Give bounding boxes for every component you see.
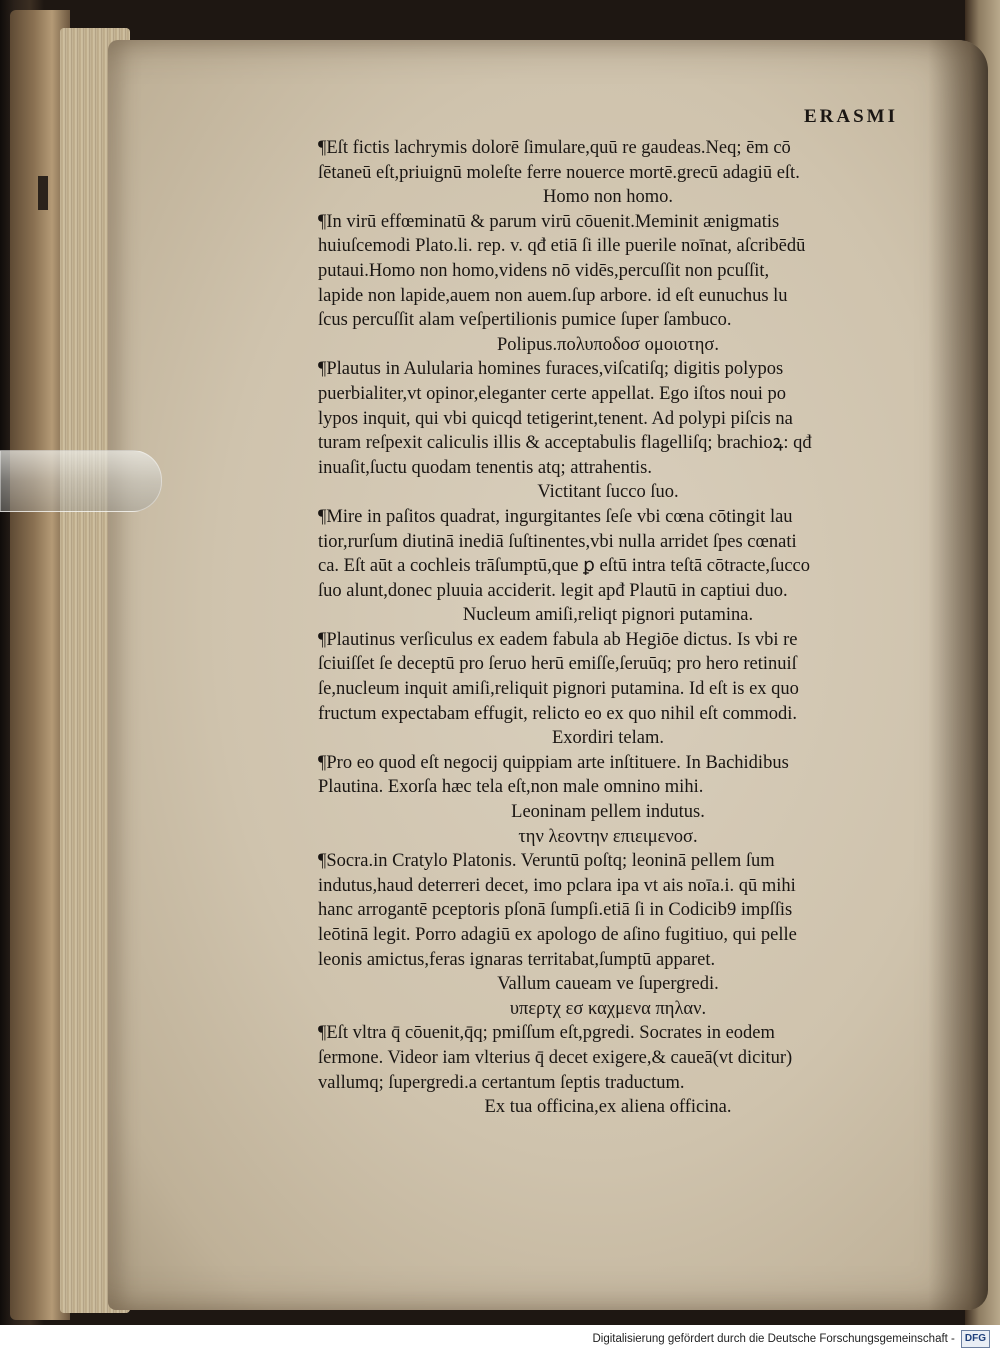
paragraph-first-line: ¶Plautus in Aulularia homines furaces,viſcatiſq; digitis polypos bbox=[318, 359, 784, 380]
paragraph-first-line: ¶Socra.in Cratylo Platonis. Veruntū poſtq; leoninā pellem ſum bbox=[318, 851, 775, 872]
paragraph-first-line: ¶Eſt vltra q̄ cōuenit,q̄q; pmiſſum eſt,pgredi. Socrates in eodem bbox=[318, 1023, 775, 1044]
paragraph-first-line: ¶Pro eo quod eſt negocij quippiam arte inſtituere. In Bachidibus bbox=[318, 752, 789, 773]
text-line: ſciuiſſet ſe deceptū pro ſeruo herū emiſſe,ſeruūq; pro hero retinuiſ bbox=[318, 654, 797, 675]
adage-heading: Leoninam pellem indutus. bbox=[511, 802, 705, 823]
adage-heading: Polipus.πολυποδοσ ομοιοτησ. bbox=[496, 334, 720, 355]
adage-heading: Victitant ſucco ſuo. bbox=[537, 482, 679, 503]
adage-heading: Homo non homo. bbox=[542, 187, 673, 208]
text-line: huiuſcemodi Plato.li. rep. v. qđ etiā ſi ille puerile noīnat, aſcribēdū bbox=[318, 236, 806, 257]
paragraph-first-line: ¶Eſt fictis lachrymis dolorē ſimulare,quū re gaudeas.Neq; ēm cō bbox=[318, 138, 791, 158]
text-line: tior,rurſum diutinā inediā ſuſtinentes,vbi nulla arridet ſpes cœnati bbox=[318, 531, 797, 552]
adage-heading: Nucleum amiſi,reliqt pignori putamina. bbox=[462, 605, 754, 626]
bookmark-tab bbox=[38, 176, 48, 210]
printed-text bbox=[318, 104, 898, 1120]
text-line: turam reſpexit caliculis illis & acceptabulis flagelliſq; brachioꝝ: qđ bbox=[318, 433, 812, 454]
text-line: fructum expectabam effugit, relicto eo ex quo nihil eſt commodi. bbox=[318, 703, 797, 724]
text-line: ſuo alunt,donec pluuia acciderit. legit apđ Plautū in captiui duo. bbox=[318, 580, 788, 601]
text-line: vallumq; ſupergredi.a certantum ſeptis traductum. bbox=[318, 1072, 685, 1093]
paragraph-first-line: ¶Mire in paſitos quadrat, ingurgitantes ſeſe vbi cœna cōtingit lau bbox=[318, 506, 793, 527]
text-line: putaui.Homo non homo,videns nō vidēs,percuſſit non pcuſſit, bbox=[318, 260, 770, 281]
footer-text: Digitalisierung gefördert durch die Deutsche Forschungsgemeinschaft - bbox=[592, 1332, 955, 1345]
text-line: leonis amictus,feras ignaras territabat,ſumptū apparet. bbox=[318, 949, 716, 970]
adage-heading: υπερτχ εσ καχμενα πηλαν. bbox=[509, 998, 707, 1019]
text-line: lypos inquit, qui vbi quicqd tetigerint,tenent. Ad polypi piſcis na bbox=[318, 408, 793, 429]
text-line: Plautina. Exorſa hæc tela eſt,non male omnino mihi. bbox=[318, 777, 704, 798]
text-line: ſētaneū eſt,priuignū moleſte ferre nouerce mortē.grecū adagiū eſt. bbox=[318, 162, 800, 183]
adage-heading: Ex tua officina,ex aliena officina. bbox=[484, 1097, 732, 1118]
running-head: ERASMI bbox=[803, 106, 898, 127]
text-line: lapide non lapide,auem non auem.ſup arbore. id eſt eunuchus lu bbox=[318, 285, 788, 306]
dfg-logo: DFG bbox=[961, 1330, 990, 1348]
text-line: puerbialiter,vt opinor,eleganter certe appellat. Ego iſtos noui po bbox=[318, 383, 787, 404]
adage-heading: την λεοντην επιειμενοσ. bbox=[518, 826, 698, 847]
text-line: leōtinā legit. Porro adagiū ex apologo de aſino fugitiuo, qui pelle bbox=[318, 925, 797, 945]
text-line: ca. Eſt aūt a cochleis trāſumptū,que ꝑ eſtū intra teſtā cōtracte,ſucco bbox=[318, 556, 811, 577]
digitization-footer bbox=[0, 1325, 1000, 1352]
text-line: ſermone. Videor iam vlterius q̄ decet exigere,& caueā(vt dicitur) bbox=[318, 1047, 793, 1068]
adage-heading: Exordiri telam. bbox=[552, 728, 664, 749]
text-lines bbox=[318, 136, 898, 1120]
text-line: indutus,haud deterreri decet, imo pclara ipa vt ais noīa.i. qū mihi bbox=[318, 875, 796, 896]
paragraph-first-line: ¶Plautinus verſiculus ex eadem fabula ab Hegiōe dictus. Is vbi re bbox=[318, 629, 798, 650]
adage-heading: Vallum caueam ve ſupergredi. bbox=[497, 974, 719, 995]
text-line: ſe,nucleum inquit amiſi,reliquit pignori putamina. Id eſt is ex quo bbox=[318, 679, 799, 700]
text-line: ſcus percuſſit alam veſpertilionis pumice ſuper ſambuco. bbox=[318, 310, 732, 331]
text-line: hanc arrogantē pceptoris pſonā ſumpſi.etiā ſi in Codicib9 impſſis bbox=[318, 900, 793, 921]
paragraph-first-line: ¶In virū effœminatū & parum virū cōuenit.Meminit ænigmatis bbox=[318, 211, 780, 232]
page-clip bbox=[0, 450, 162, 512]
gutter-shadow bbox=[928, 40, 988, 1310]
text-line: inuaſit,ſuctu quodam tenentis atq; attrahentis. bbox=[318, 457, 652, 478]
